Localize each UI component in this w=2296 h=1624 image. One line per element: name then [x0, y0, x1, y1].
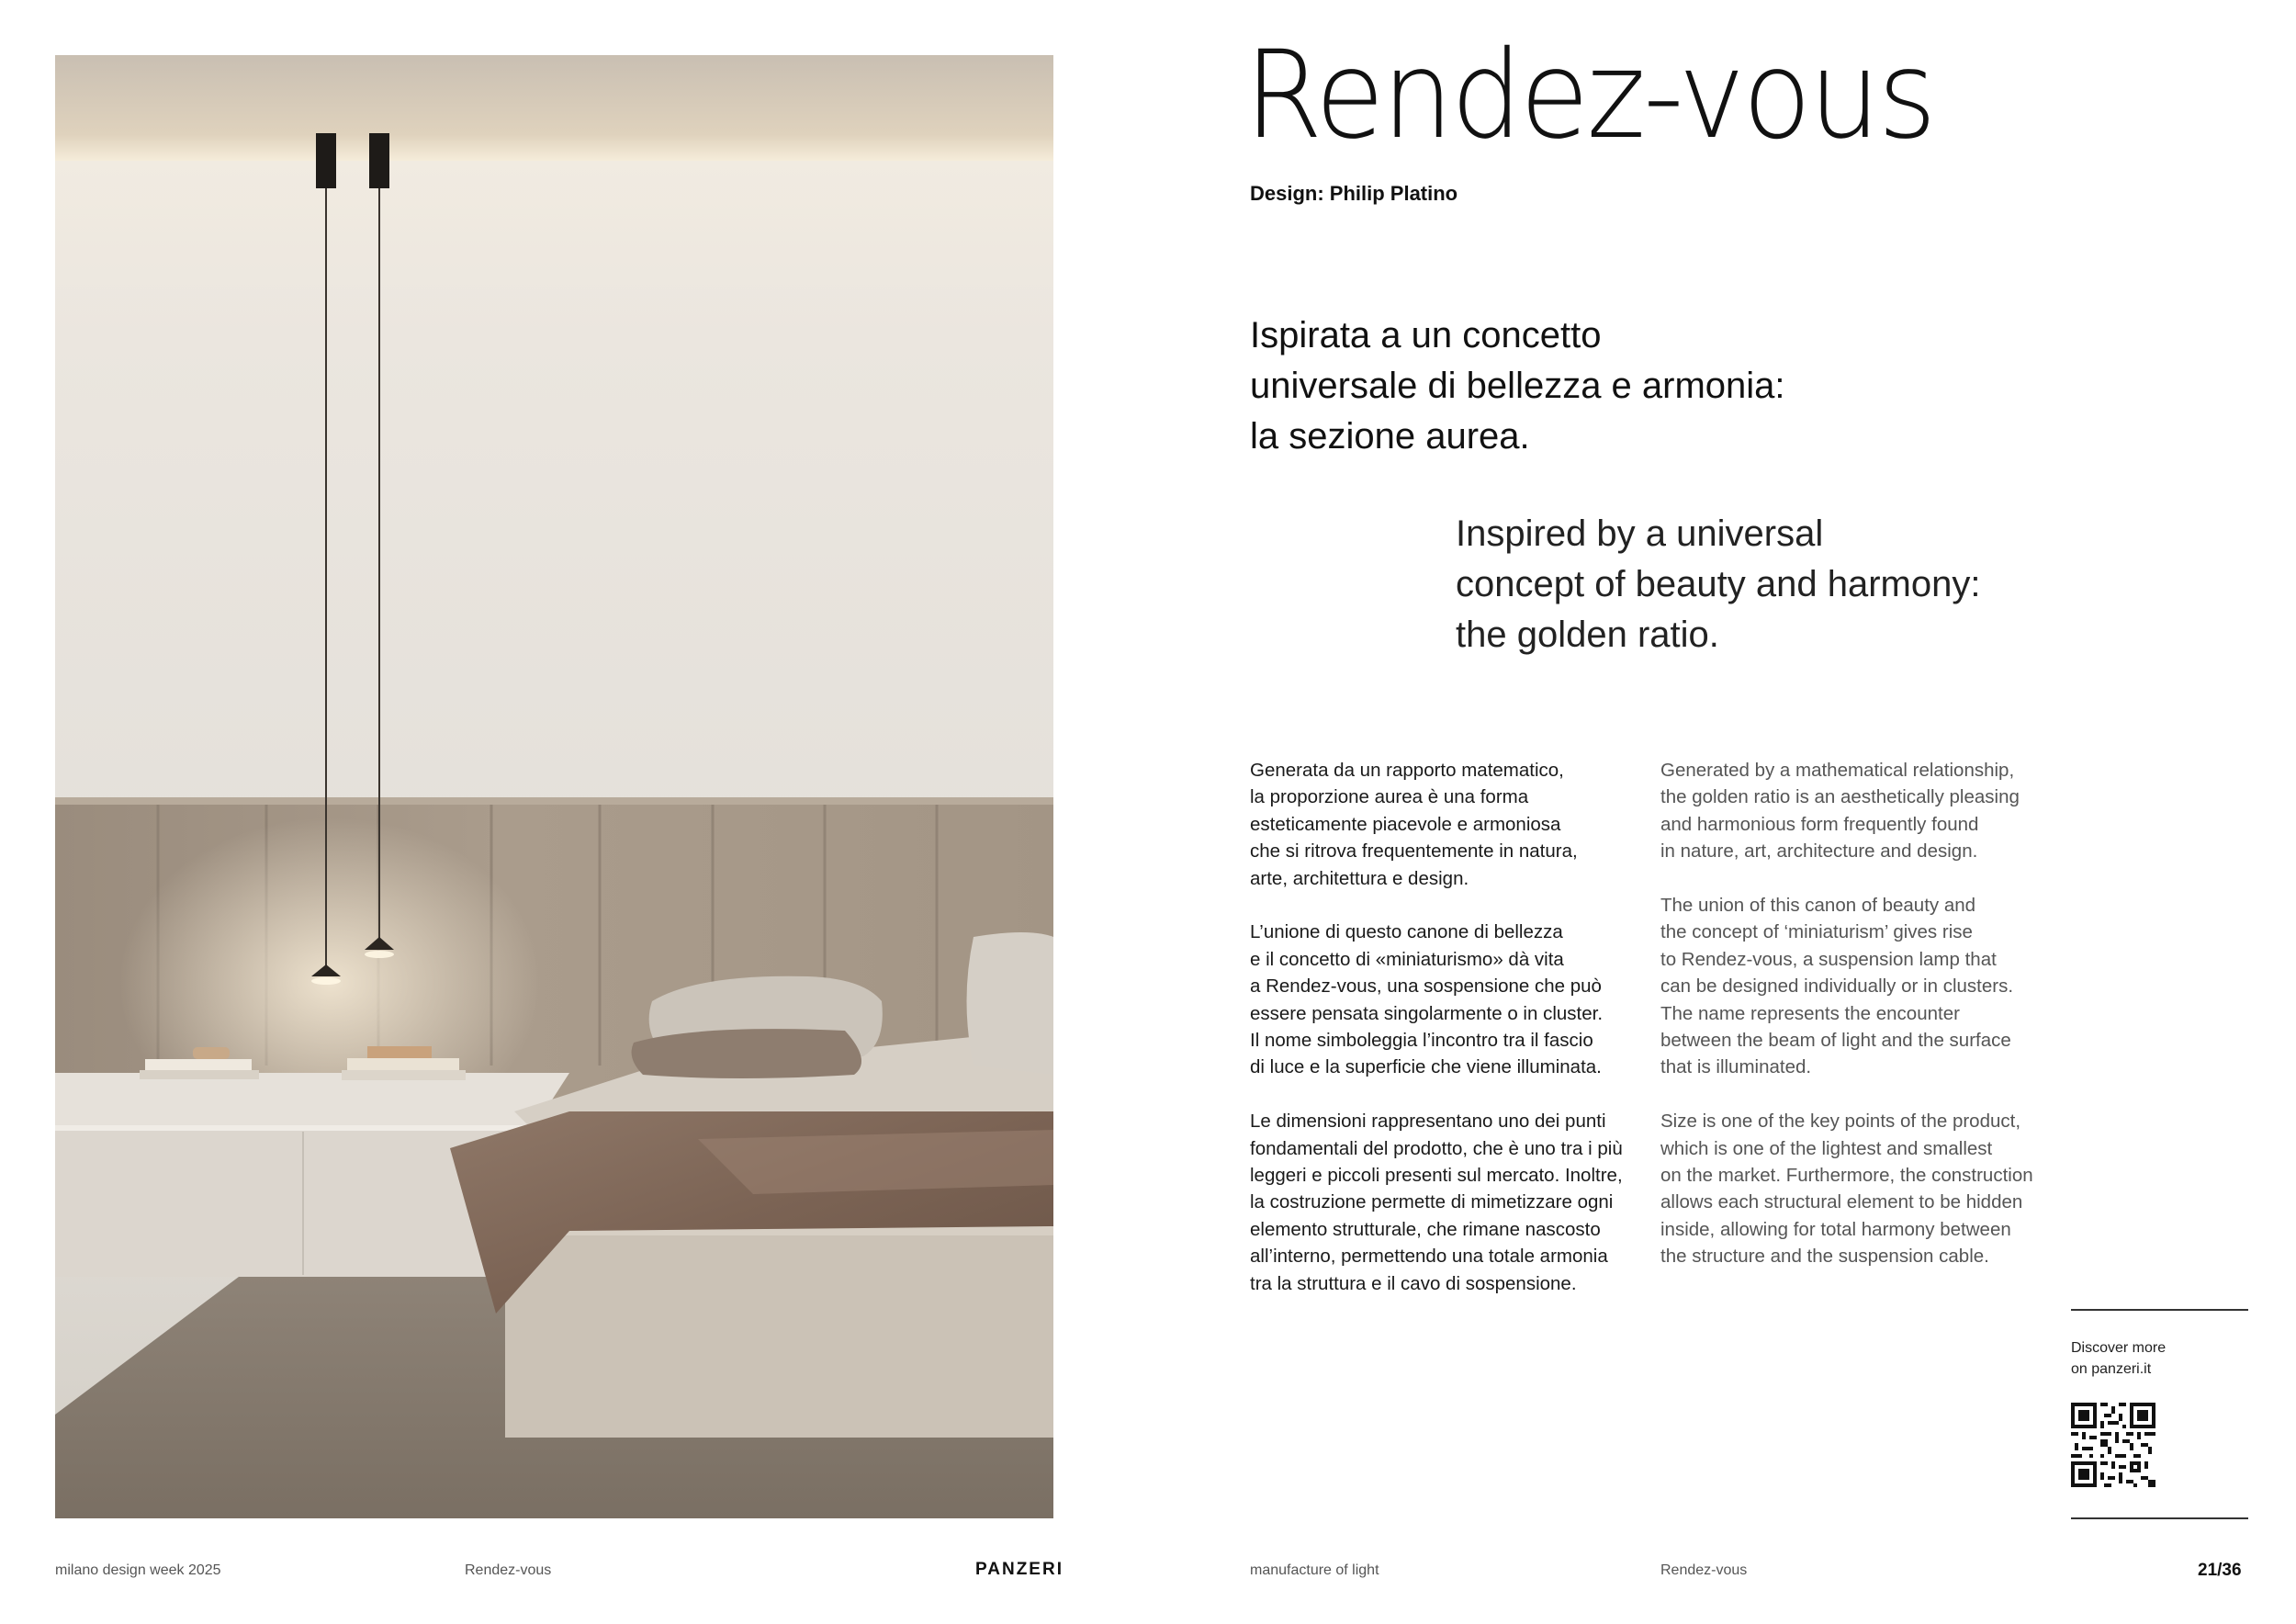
- discover-link[interactable]: [2071, 1337, 2166, 1380]
- text-line: Size is one of the key points of the product,: [1660, 1111, 2021, 1133]
- text-line: can be designed individually or in clusters.: [1660, 976, 2014, 998]
- paragraph: [1660, 757, 2055, 865]
- lead-line: Inspired by a universal: [1456, 513, 1824, 554]
- text-line: on the market. Furthermore, the construction: [1660, 1165, 2033, 1187]
- text-line: in nature, art, architecture and design.: [1660, 840, 1978, 863]
- brand-logo: PANZERI: [975, 1560, 1064, 1579]
- text-line: all’interno, permettendo una totale armonia: [1250, 1246, 1608, 1268]
- divider: [2071, 1309, 2248, 1311]
- text-line: e il concetto di «miniaturismo» dà vita: [1250, 948, 1564, 970]
- bedroom-photo: [55, 55, 1053, 1518]
- text-line: The name represents the encounter: [1660, 1002, 1960, 1024]
- lead-english: [1456, 509, 1980, 660]
- lead-italian: [1250, 310, 1785, 462]
- text-line: and harmonious form frequently found: [1660, 813, 1979, 835]
- text-line: di luce e la superficie che viene illuminata.: [1250, 1056, 1602, 1078]
- page-number: 21/36: [2198, 1561, 2242, 1580]
- text-line: elemento strutturale, che rimane nascosto: [1250, 1218, 1601, 1240]
- discover-line: on panzeri.it: [2071, 1361, 2152, 1377]
- text-line: allows each structural element to be hidden: [1660, 1191, 2023, 1213]
- text-line: the golden ratio is an aesthetically pleasing: [1660, 786, 2020, 808]
- discover-line: Discover more: [2071, 1340, 2167, 1356]
- text-line: inside, allowing for total harmony between: [1660, 1218, 2011, 1240]
- footer-product: Rendez-vous: [465, 1562, 552, 1578]
- text-line: Generated by a mathematical relationship,: [1660, 760, 2015, 781]
- text-line: to Rendez-vous, a suspension lamp that: [1660, 948, 1997, 970]
- text-line: that is illuminated.: [1660, 1056, 1812, 1078]
- text-line: la costruzione permette di mimetizzare ogni: [1250, 1191, 1614, 1213]
- text-line: L’unione di questo canone di bellezza: [1250, 921, 1563, 943]
- paragraph: [1250, 757, 1645, 892]
- text-line: a Rendez-vous, una sospensione che può: [1250, 976, 1602, 998]
- text-line: la proporzione aurea è una forma: [1250, 786, 1529, 808]
- paragraph: [1250, 1108, 1645, 1297]
- footer-product: Rendez-vous: [1660, 1562, 1748, 1578]
- paragraph: [1250, 919, 1645, 1080]
- lead-line: la sezione aurea.: [1250, 416, 1530, 457]
- paragraph: [1660, 1108, 2055, 1269]
- lead-line: Ispirata a un concetto: [1250, 315, 1602, 355]
- lead-line: concept of beauty and harmony:: [1456, 564, 1981, 604]
- text-line: The union of this canon of beauty and: [1660, 895, 1976, 917]
- designer-credit: Design: Philip Platino: [1250, 182, 1458, 205]
- text-line: Le dimensioni rappresentano uno dei punti: [1250, 1111, 1606, 1133]
- footer-event: milano design week 2025: [55, 1562, 221, 1578]
- lead-line: the golden ratio.: [1456, 615, 1719, 655]
- qr-code-icon[interactable]: [2071, 1403, 2155, 1487]
- text-line: che si ritrova frequentemente in natura,: [1250, 840, 1578, 863]
- text-line: which is one of the lightest and smallest: [1660, 1137, 1993, 1159]
- lead-line: universale di bellezza e armonia:: [1250, 366, 1785, 406]
- text-line: fondamentali del prodotto, che è uno tra i più: [1250, 1137, 1623, 1159]
- text-line: Generata da un rapporto matematico,: [1250, 760, 1564, 781]
- text-line: the concept of ‘miniaturism’ gives rise: [1660, 921, 1973, 943]
- paragraph: [1660, 892, 2055, 1081]
- text-line: between the beam of light and the surface: [1660, 1030, 2011, 1052]
- body-english: [1660, 757, 2055, 1297]
- product-title: Rendez-vous: [1244, 25, 1934, 166]
- divider: [2071, 1517, 2248, 1519]
- text-line: arte, architettura e design.: [1250, 867, 1469, 889]
- body-italian: [1250, 757, 1645, 1324]
- text-line: leggeri e piccoli presenti sul mercato. Inoltre,: [1250, 1165, 1623, 1187]
- text-line: tra la struttura e il cavo di sospensione.: [1250, 1272, 1577, 1294]
- footer-tagline: manufacture of light: [1250, 1562, 1379, 1578]
- text-line: essere pensata singolarmente o in cluster.: [1250, 1002, 1604, 1024]
- text-line: Il nome simboleggia l’incontro tra il fascio: [1250, 1030, 1593, 1052]
- text-line: esteticamente piacevole e armoniosa: [1250, 813, 1561, 835]
- text-line: the structure and the suspension cable.: [1660, 1246, 1989, 1268]
